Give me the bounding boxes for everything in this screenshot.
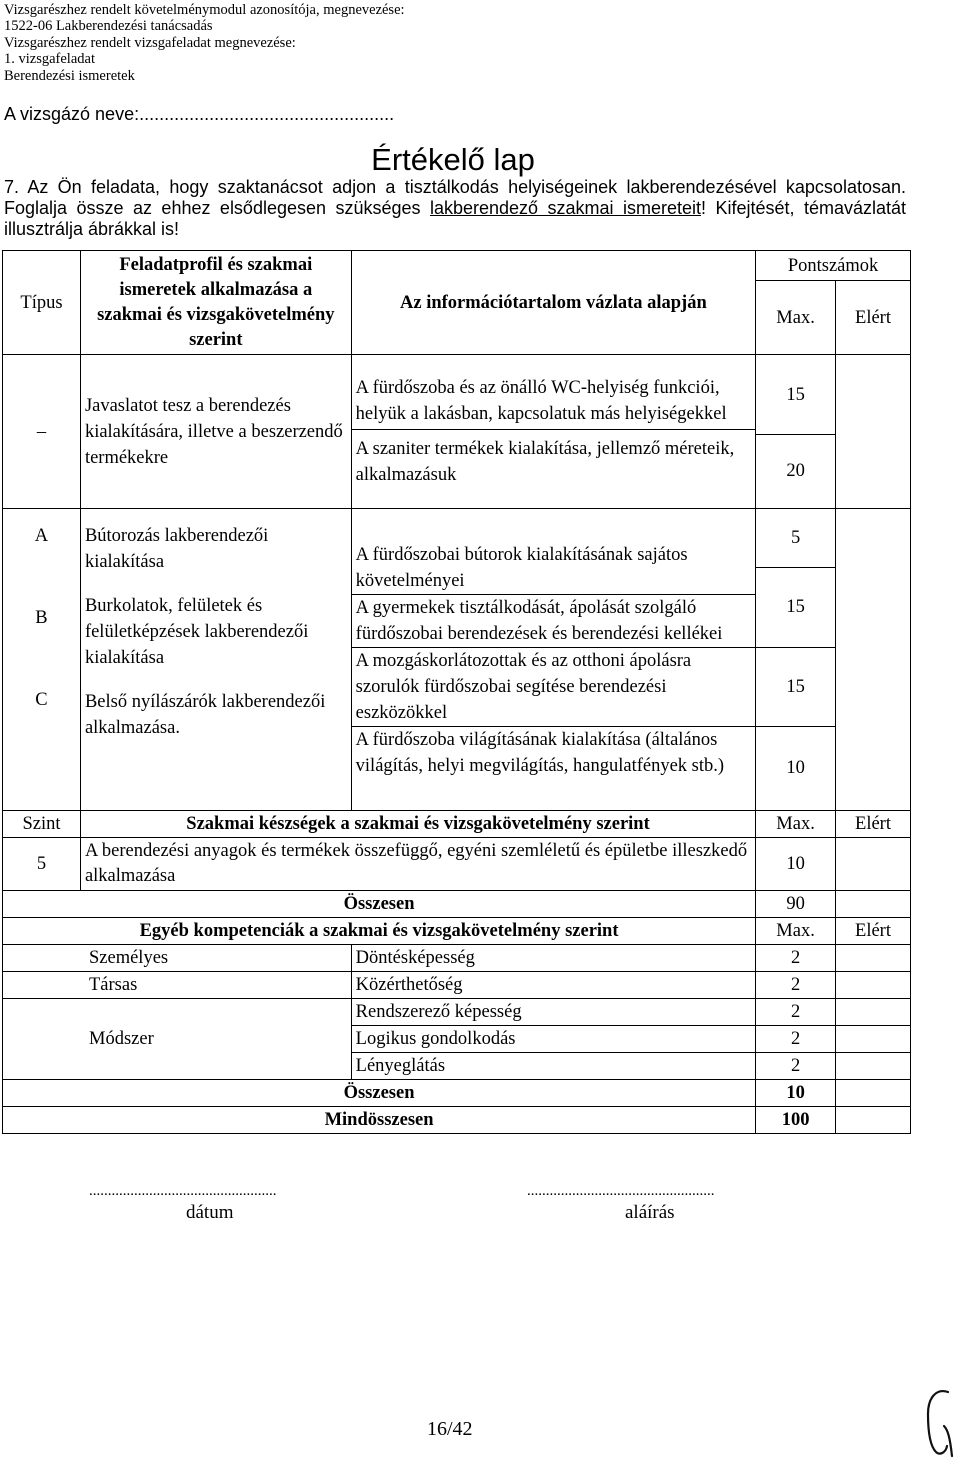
achieved-cell: [836, 1053, 911, 1080]
row-type-b: B: [35, 608, 48, 628]
max-points: 10: [756, 838, 836, 891]
header-line: 1522-06 Lakberendezési tanácsadás: [4, 18, 213, 35]
subtotal-max: 10: [756, 1080, 836, 1107]
skills-achieved-header: Elért: [836, 811, 911, 838]
subtotal-label: Összesen: [3, 1080, 756, 1107]
max-points: 5: [790, 528, 801, 548]
task-text-part1: 7. Az Ön feladata, hogy szaktanácsot adjon a tisztálkodás helyiségeinek lakberendezésével kapcsolatosan. Foglalja össze az ehhez elsődlegesen szükséges: [4, 177, 906, 218]
max-points: 2: [756, 1026, 836, 1053]
competency-name: Döntésképesség: [351, 945, 755, 972]
content-item: A fürdőszobai bútorok kialakításának sajátos követelményei: [355, 545, 688, 591]
content-item: A gyermekek tisztálkodását, ápolását szolgáló fürdőszobai berendezések és berendezési kellékei: [355, 598, 723, 644]
header-max: Max.: [756, 281, 836, 355]
signature-line: ..................................................: [527, 1183, 715, 1199]
grand-total-max: 100: [756, 1107, 836, 1134]
header-profile: Feladatprofil és szakmai ismeretek alkalmazása a szakmai és vizsgakövetelmény szerint: [80, 251, 351, 355]
skills-level: 5: [3, 838, 81, 891]
header-type: Típus: [3, 251, 81, 355]
handwritten-signature: [922, 1386, 956, 1460]
header-points: Pontszámok: [756, 251, 911, 281]
date-line: ..................................................: [89, 1183, 277, 1199]
competencies-max-header: Max.: [756, 918, 836, 945]
achieved-cell: [836, 945, 911, 972]
subtotal-max: 90: [756, 891, 836, 918]
content-item: A fürdőszoba világításának kialakítása (általános világítás, helyi megvilágítás, hangulatfények stb.): [355, 730, 725, 776]
header-content: Az információtartalom vázlata alapján: [351, 251, 755, 355]
skills-max-header: Max.: [756, 811, 836, 838]
examinee-name-field: A vizsgázó neve:...................................................: [4, 104, 395, 124]
achieved-cell: [836, 891, 911, 918]
max-points: 15: [786, 597, 805, 617]
competency-name: Logikus gondolkodás: [351, 1026, 755, 1053]
profile-item: Burkolatok, felületek és felületképzések lakberendezői kialakítása: [84, 596, 309, 668]
skills-header: Szakmai készségek a szakmai és vizsgakövetelmény szerint: [80, 811, 755, 838]
content-item: A fürdőszoba és az önálló WC-helyiség funkciói, helyük a lakásban, kapcsolatuk más helyiségekkel: [355, 378, 727, 424]
header-line: Vizsgarészhez rendelt vizsgafeladat megnevezése:: [4, 34, 296, 51]
max-points: 20: [786, 461, 805, 481]
document-header: [4, 2, 405, 84]
achieved-cell: [836, 1026, 911, 1053]
max-points: 2: [756, 945, 836, 972]
task-description: [4, 177, 906, 240]
grand-total-label: Mindösszesen: [3, 1107, 756, 1134]
max-points: 10: [786, 758, 805, 778]
max-points: 2: [756, 972, 836, 999]
evaluation-table: [2, 250, 911, 1134]
skills-level-header: Szint: [3, 811, 81, 838]
max-points: 2: [756, 1053, 836, 1080]
competency-name: Közérthetőség: [351, 972, 755, 999]
competency-category: Társas: [3, 972, 352, 999]
max-points: 2: [756, 999, 836, 1026]
page-number: 16/42: [427, 1418, 473, 1440]
header-line: Berendezési ismeretek: [4, 67, 135, 84]
achieved-cell: [836, 838, 911, 891]
competency-category: Módszer: [3, 999, 352, 1080]
profile-item: Bútorozás lakberendezői kialakítása: [84, 526, 269, 572]
task-text-underlined: lakberendező szakmai ismereteit: [429, 198, 701, 218]
row-type-a: A: [34, 526, 49, 546]
achieved-cell: [836, 1107, 911, 1134]
content-item: A mozgáskorlátozottak és az otthoni ápolásra szorulók fürdőszobai segítése berendezési eszközökkel: [355, 651, 692, 723]
achieved-cell: [836, 972, 911, 999]
task-text-part2: ! Kifejtését, témavázlatát illusztrálja ábrákkal is!: [4, 198, 906, 239]
header-line: 1. vizsgafeladat: [4, 51, 95, 68]
page-title: Értékelő lap: [371, 142, 535, 177]
max-points: 15: [786, 385, 805, 405]
achieved-cell: [836, 509, 911, 811]
achieved-cell: [836, 1080, 911, 1107]
competency-name: Rendszerező képesség: [351, 999, 755, 1026]
achieved-cell: [836, 999, 911, 1026]
max-points: 15: [786, 677, 805, 697]
row-profile-dash: Javaslatot tesz a berendezés kialakítására, illetve a beszerzendő termékekre: [80, 355, 351, 509]
date-label: dátum: [186, 1202, 234, 1223]
subtotal-label: Összesen: [3, 891, 756, 918]
achieved-cell: [836, 355, 911, 509]
row-type-c: C: [35, 690, 48, 710]
row-type-dash: –: [3, 355, 81, 509]
header-achieved: Elért: [836, 281, 911, 355]
profile-item: Belső nyílászárók lakberendezői alkalmazása.: [84, 692, 326, 738]
signature-label: aláírás: [625, 1202, 675, 1223]
competency-category: Személyes: [3, 945, 352, 972]
content-item: A szaniter termékek kialakítása, jellemző méreteik, alkalmazásuk: [355, 439, 735, 485]
competencies-achieved-header: Elért: [836, 918, 911, 945]
competencies-header: Egyéb kompetenciák a szakmai és vizsgakövetelmény szerint: [3, 918, 756, 945]
header-line: Vizsgarészhez rendelt követelménymodul azonosítója, megnevezése:: [4, 2, 405, 18]
skills-text: A berendezési anyagok és termékek összefüggő, egyéni szemléletű és épületbe illeszkedő alkalmazása: [80, 838, 755, 891]
competency-name: Lényeglátás: [351, 1053, 755, 1080]
